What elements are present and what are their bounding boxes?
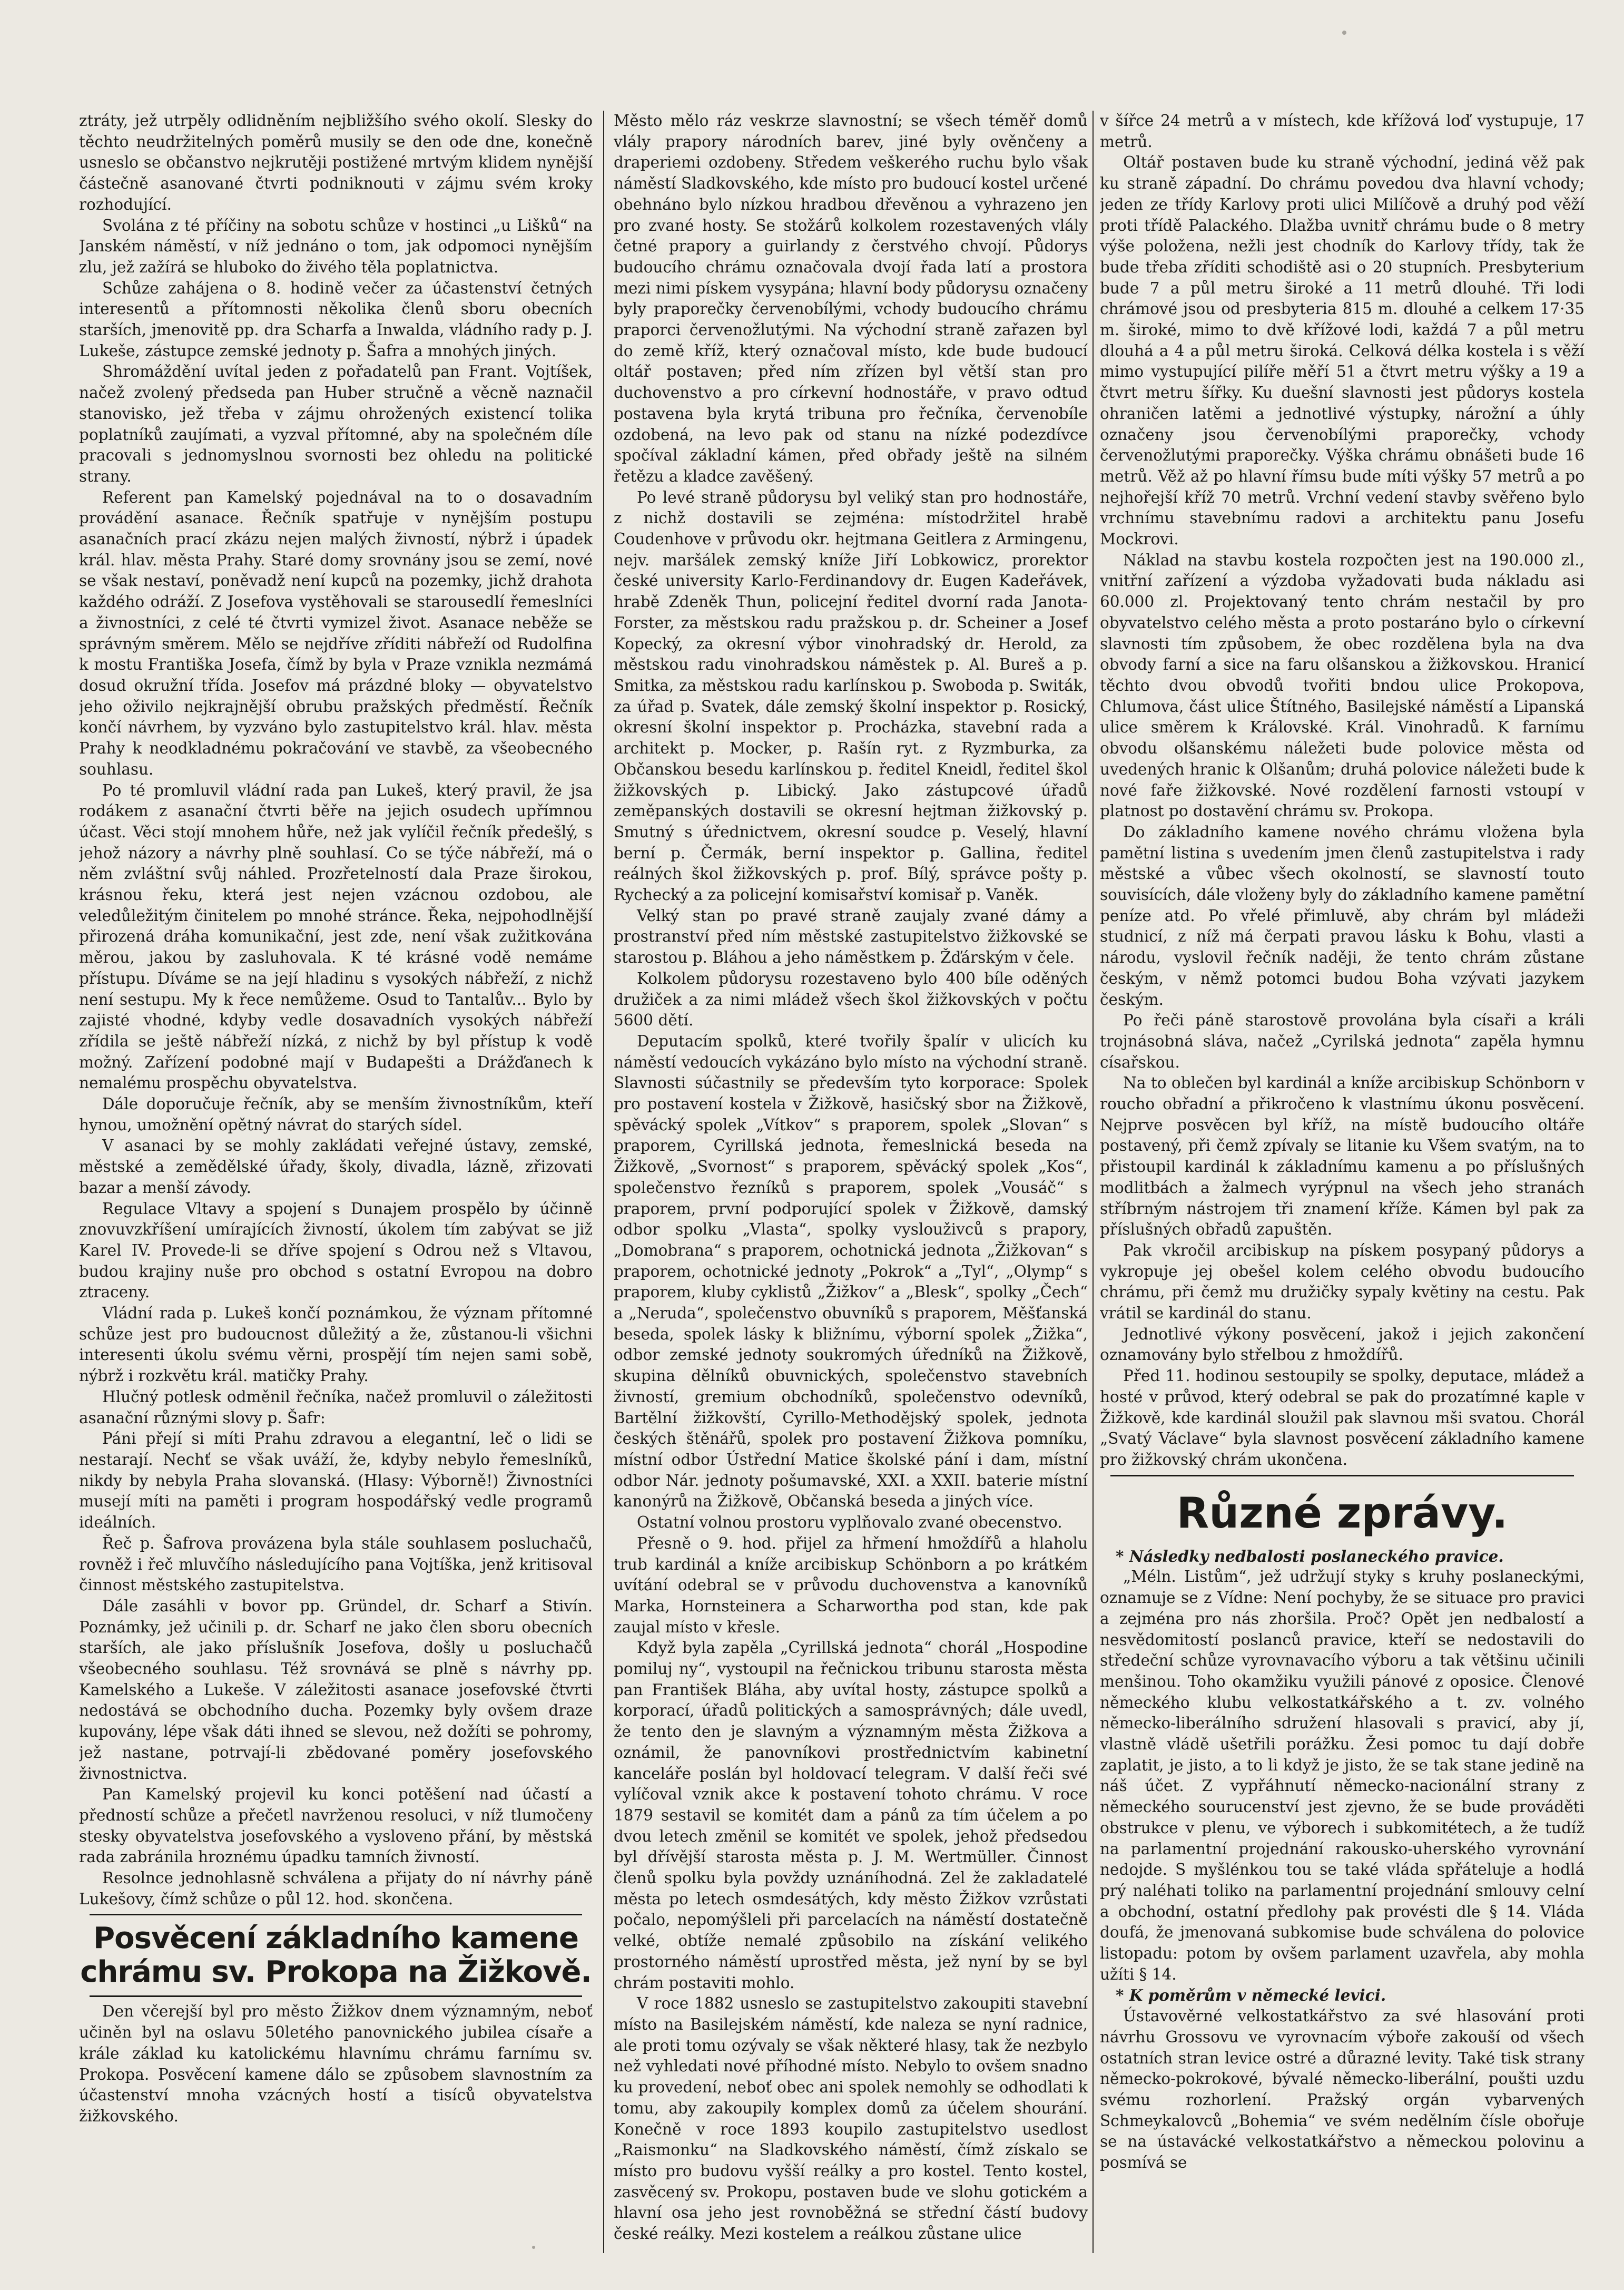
- paragraph: Když byla zapěla „Cyrillská jednota“ chorál „Hospodine pomiluj ny“, vystoupil na řečnickou tribunu starosta města pan František Bláha, aby uvítal hosty, zástupce spolků a korporací, úřadů politických a samosprávných; dále uvedl, že tento den je slavným a významným města Žižkova a oznámil, že panovníkovi prostřednictvím kabinetní kanceláře poslán byl holdovací telegram. V další řeči své vylíčoval vznik akce k postavení tohoto chrámu. V roce 1879 sestavil se komitét dam a pánů za tím účelem a po dvou letech změnil se komitét ve spolek, jehož předsedou byl dřívější starosta města p. J. M. Wertmüller. Činnost členů spolku byla povždy uznáníhodná. Zel že zakladatelé města po letech osmdesátých, kdy město Žižkov vzrůstati počalo, nepomýšleli při parcelacích na náměstí dostatečně velké, obtíže nemalé způsobilo na získání velikého prostorného náměstí uprostřed města, jež nyní by se byl chrám postaviti mohlo.: [614, 1639, 1088, 1992]
- paragraph: V asanaci by se mohly zakládati veřejné ústavy, zemské, městské a zemědělské úřady, školy, divadla, lázně, zřizovati bazar a menší závody.: [79, 1137, 593, 1197]
- paragraph: Ostatní volnou prostoru vyplňovalo zvané obecenstvo.: [637, 1513, 1062, 1532]
- column-right: [1100, 111, 1584, 2258]
- paragraph: Resolnce jednohlasně schválena a přijaty do ní návrhy páně Lukešovy, čímž schůze o půl 12. hod. skončena.: [79, 1869, 593, 1908]
- paragraph: Velký stan po pravé straně zaujaly zvané dámy a prostranství před ním městské zastupitelstvo žižkovské se starostou p. Bláhou a jeho náměstkem p. Žďárským v čele.: [614, 906, 1088, 967]
- paragraph: Regulace Vltavy a spojení s Dunajem prospělo by účinně znovuvzkříšení umírajících živností, úkolem tím zabývat se již Karel IV. Provede-li se dříve spojení s Odrou než s Vltavou, budou krajiny nuše pro obchod s ostatní Evropou na dobro ztraceny.: [79, 1199, 593, 1301]
- subheading: * K poměrům v německé levici.: [1116, 1986, 1386, 2005]
- paragraph: Dále zasáhli v bovor pp. Gründel, dr. Scharf a Stivín. Poznámky, jež učinili p. dr. Scharf ne jako člen sboru obecních starších, ale jako příslušník Josefova, došly u posluchačů všeobecného souhlasu. Též srovnává se plně s návrhy pp. Kamelského a Lukeše. V záležitosti asanace josefovské čtvrti nedostává se obchodního ducha. Pozemky byly ovšem draze kupovány, lépe však dáti ihned se slevou, než dožíti se pohromy, jež nastane, potrvají-li zbědované poměry josefovského živnostnictva.: [79, 1597, 593, 1783]
- column-left: [79, 111, 593, 2258]
- paragraph: Vládní rada p. Lukeš končí poznámkou, že význam přítomné schůze jest pro budoucnost důležitý a že, zůstanou-li všichni interesenti úkolu svému věrni, prospějí tím nejen sami sobě, nýbrž i rozkvětu král. matičky Prahy.: [79, 1304, 593, 1385]
- paragraph: Po té promluvil vládní rada pan Lukeš, který pravil, že jsa rodákem z asanační čtvrti běře na jejich osudech upřímnou účast. Věci stojí mnohem hůře, než jak vylíčil řečník předešlý, s jehož názory a návrhy plně souhlasí. Co se týče nábřeží, má o něm zvláštní svůj náhled. Prozřetelností dala Praze širokou, krásnou řeku, která jest nejen vzácnou ozdobou, ale veledůležitým činitelem po mnohé stránce. Řeka, nejpohodlnější přirozená dráha komunikační, jest zde, není však zužitkována měrou, jakou by zasluhovala. K té krásné vodě nemáme přístupu. Díváme se na její hladinu s vysokých nábřeží, z nichž není sestupu. My k řece nemůžeme. Osud to Tantalův... Bylo by zajisté vhodné, kdyby vedle dosavadních vysokých nábřeží zřídila se ještě nábřeží nízká, z nichž by byl přístup k vodě možný. Zařízení podobné mají v Budapešti a Drážďanech k nemalému prospěchu obyvatelstva.: [79, 781, 593, 1092]
- paragraph: Po řeči páně starostově provolána byla císaři a králi trojnásobná sláva, načež „Cyrilská jednota“ zapěla hymnu císařskou.: [1100, 1011, 1584, 1071]
- paragraph: Svolána z té příčiny na sobotu schůze v hostinci „u Lišků“ na Janském náměstí, v níž jednáno o tom, jak odpomoci nynějším zlu, jež zažírá se hluboko do živého těla poplatnictva.: [79, 216, 593, 276]
- paragraph: Na to oblečen byl kardinál a kníže arcibiskup Schönborn v roucho obřadní a přikročeno k vlastnímu úkonu posvěcení. Nejprve posvěcen byl kříž, na místě budoucího oltáře postavený, při čemž zpívaly se litanie ku Všem svatým, na to přistoupil kardinál k základnímu kamenu a po příslušných modlitbách a žalmech vyrýpnul na všech jeho stranách stříbrným nástrojem tři znamení kříže. Kámen byl pak za příslušných obřadů zapuštěn.: [1100, 1074, 1584, 1239]
- paragraph: Páni přejí si míti Prahu zdravou a elegantní, leč o lidi se nestarají. Nechť se však uváží, že, kdyby nebylo řemeslníků, nikdy by nebyla Praha slovanská. (Hlasy: Výborně!) Živnostníci musejí míti na paměti i program hospodářský vedle programů ideálních.: [79, 1430, 593, 1532]
- paragraph: Před 11. hodinou sestoupily se spolky, deputace, mládež a hosté v průvod, který odebral se pak do prozatímné kaple v Žižkově, kde kardinál sloužil pak slavnou mši svatou. Chorál „Svatý Václave“ byla slavnost posvěcení základního kamene pro žižkovský chrám ukončena.: [1100, 1367, 1584, 1469]
- paragraph: Pan Kamelský projevil ku konci potěšení nad účastí a předností schůze a přečetl navrženou resoluci, v níž tlumočeny stesky obyvatelstva josefovského a vysloveno přání, by městská rada zabránila hroznému úpadku tamních živností.: [79, 1785, 593, 1866]
- paragraph: Řeč p. Šafrova provázena byla stále souhlasem posluchačů, rovněž i řeč mluvčího následujícího pana Vojtíška, jenž kritisoval činnost městského zastupitelstva.: [79, 1534, 593, 1594]
- paragraph: v šířce 24 metrů a v místech, kde křížová loď vystupuje, 17 metrů.: [1100, 112, 1584, 151]
- ink-speck: [1342, 31, 1346, 35]
- paragraph: Ústavověrné velkostatkářstvo za své hlasování proti návrhu Grossovu ve vyrovnacím výboře zakouší od všech ostatních stran levice ostré a důrazné levity. Také tisk strany německo-pokrokové, bývalé německo-liberální, poušti uzdu svému rozhorlení. Pražský orgán vybarvených Schmeykalovců „Bohemia“ ve svém nedělním čísle obořuje se na ústavácké velkostatkářstvo a německou polovinu a posmívá se: [1100, 2007, 1584, 2172]
- paragraph: Oltář postaven bude ku straně východní, jediná věž pak ku straně západní. Do chrámu povedou dva hlavní vchody; jeden ze třídy Karlovy proti ulici Milíčově a druhý pod věží proti třídě Palackého. Dlažba uvnitř chrámu bude o 8 metry výše položena, nežli jest chodník do Karlovy třídy, tak že bude třeba zříditi schodiště asi o 20 stupních. Presbyterium bude 7 a půl metru široké a 11 metrů dlouhé. Tři lodi chrámové jsou od presbyteria 815 m. dlouhé a celkem 17·35 m. široké, mimo to dvě křížové lodi, každá 7 a půl metru dlouhá a 4 a půl metru široká. Celková délka kostela i s věží mimo vystupující pilíře měří 51 a čtvrt metru výšky a 19 a čtvrt metru šířky. Ku duešní slavnosti jest půdorys kostela ohraničen latěmi a jednotlivé výstupky, nárožní a úhly označeny jsou červenobílými praporečky, vchody červenožlutými praporečky. Výška chrámu obnášeti bude 16 metrů. Věž až po hlavní římsu bude míti výšky 57 metrů a po nejhořejší kříž 70 metrů. Vrchní vedení stavby svěřeno bylo vrchnímu stavebnímu radovi a architektu panu Josefu Mockrovi.: [1100, 153, 1584, 549]
- paragraph: V roce 1882 usneslo se zastupitelstvo zakoupiti stavební místo na Basilejském náměstí, kde naleza se nyní radnice, ale proti tomu ozývaly se však některé hlasy, tak že nezbylo než vyhledati nové příhodné místo. Nebylo to ovšem snadno ku provedení, neboť obec ani spolek nemohly se odhodlati k tomu, aby zakoupily komplex domů za účelem shourání. Konečně v roce 1893 koupilo zastupitelstvo usedlost „Raismonku“ na Sladkovského náměstí, čímž získalo se místo pro budovu vyšší reálky a pro kostel. Tento kostel, zasvěcený sv. Prokopu, postaven bude ve slohu gotickém a hlavní osa jeho jest rovnoběžná se střední částí budovy české reálky. Mezi kostelem a reálkou zůstane ulice: [614, 1994, 1088, 2243]
- subheading: * Následky nedbalosti poslaneckého pravice.: [1116, 1547, 1504, 1565]
- paragraph: Město mělo ráz veskrze slavnostní; se všech téměř domů vlály prapory národních barev, jiné byly ověnčeny a draperiemi ozdobeny. Středem veškerého ruchu bylo však náměstí Sladkovského, kde místo pro budoucí kostel určené obehnáno bylo nízkou hradbou dřevěnou a vyhrazeno jen pro zvané hosty. Se stožárů kolkolem rozestavených vlály četné prapory a guirlandy z čerstvého chvojí. Půdorys budoucího chrámu označovala dvojí řada latí a prostora mezi nimi pískem vysypána; hlavní body půdorysu označeny byly praporečky červenobílými, vchody budoucího chrámu praporci červenožlutými. Na východní straně zařazen byl do země kříž, který označoval místo, kde bude budoucí oltář postaven; před ním zřízen byl větší stan pro duchovenstvo a pro církevní hodnostáře, v pravo odtud postavena byla krytá tribuna pro řečníka, červenobíle ozdobená, na levo pak od stanu na nízké podezdívce spočíval základní kámen, před obřady ještě na silném řetězu a kladce zavěšený.: [614, 112, 1088, 485]
- paragraph: Deputacím spolků, které tvořily špalír v ulicích ku náměstí vedoucích vykázáno bylo místo na východní straně. Slavnosti súčastnily se především tyto korporace: Spolek pro postavení kostela v Žižkově, hasičský sbor na Žižkově, spěvácký spolek „Vítkov“ s praporem, spolek „Slovan“ s praporem, Cyrillská jednota, řemeslnická beseda na Žižkově, „Svornost“ s praporem, spěvácký spolek „Kos“, společenstvo řezníků s praporem, spolek „Vousáč“ s praporem, první podporující spolek v Žižkově, damský odbor spolku „Vlasta“, spolky vyslouživců s prapory, „Domobrana“ s praporem, ochotnická jednota „Žižkovan“ s praporem, ochotnické jednoty „Pokrok“ a „Tyl“, „Olymp“ s praporem, kluby cyklistů „Žižkov“ a „Blesk“, spolky „Čech“ a „Neruda“, společenstvo obuvníků s praporem, Měšťanská beseda, spolek lásky k bližnímu, výborní spolek „Žižka“, odbor zemské jednoty soukromých úředníků na Žižkově, skupina dělníků obuvnických, společenstvo stavebních živností, gremium obchodníků, společenstvo odevníků, Bartělní žižkovští, Cyrillo-Methodějský spolek, jednota českých štěnářů, spolek pro postavení Žižkova pomníku, místní odbor Ústřední Matice školské pání i dam, místní odbor Nár. jednoty pošumavské, XXI. a XXII. baterie místní kanonýrů na Žižkově, Občanská beseda a jiných více.: [614, 1032, 1088, 1511]
- section-headline: Různé zprávy.: [1176, 1488, 1508, 1538]
- paragraph: ztráty, jež utrpěly odlidněním nejbližšího svého okolí. Slesky do těchto neudržitelných poměrů musily se den ode dne, konečně usneslo se občanstvo nejkrutěji postižené mrtvým klidem nynější částečně asanované čtvrti podniknouti v zájmu svém kroky rozhodující.: [79, 112, 593, 213]
- paragraph: Pak vkročil arcibiskup na pískem posypaný půdorys a vykropuje jej obešel kolem celého obvodu budoucího chrámu, při čemž mu družičky sypaly květiny na cestu. Pak vrátil se kardinál do stanu.: [1100, 1241, 1584, 1323]
- paragraph: Schůze zahájena o 8. hodině večer za účastenství četných interesentů a přítomnosti několika členů sboru obecních starších, jmenovitě pp. dra Scharfa a Inwalda, vládního rady p. J. Lukeše, zástupce zemské jednoty p. Šafra a mnohých jiných.: [79, 279, 593, 360]
- paragraph: Den včerejší byl pro město Žižkov dnem významným, neboť učiněn byl na oslavu 50letého panovnického jubilea císaře a krále základ ku katolickému hlavnímu chrámu farnímu sv. Prokopa. Posvěcení kamene dálo se způsobem slavnostním za účastenství mnoha vzácných hostí a tisíců obyvatelstva žižkovského.: [79, 2002, 593, 2125]
- paragraph: Shromáždění uvítal jeden z pořadatelů pan Frant. Vojtíšek, načež zvolený předseda pan Huber stručně a věcně naznačil stanovisko, jež třeba v zájmu ohrožených existencí tolika poplatníků zaujímati, a vyzval přítomné, aby na společném díle pracovali s jednomyslnou svornosti bez ohledu na politické strany.: [79, 363, 593, 485]
- ink-speck: [532, 2246, 535, 2249]
- paragraph: Hlučný potlesk odměnil řečníka, načež promluvil o záležitosti asanační různými slovy p. Šafr:: [79, 1387, 593, 1427]
- paragraph: Jednotlivé výkony posvěcení, jakož i jejich zakončení oznamovány bylo střelbou z hmoždířů.: [1100, 1325, 1584, 1364]
- paragraph: „Méln. Listům“, jež udržují styky s kruhy poslaneckými, oznamuje se z Vídne: Není pochyby, že se situace pro pravici a zejména pro nás zhoršila. Proč? Opět jen nedbalostí a nesvědomitostí poslanců pravice, kteří se nedostavili do středeční schůze vyrovnavacího výboru a tak většinu učinili menšinou. Toho okamžiku využili pánové z oposice. Členové německého klubu velkostatkářského a t. zv. volného německo-liberálního sdružení hlasovali s pravicí, aby jí, vlastně vládě ušetřili porážku. Žesi pomoc tu dají dobře zaplatit, je jisto, a to li když je jisto, že se tak stane jedině na náš účet. Z vypřáhnutí německo-nacionální strany z německého sourucenství jest zjevno, že se bude prováděti obstrukce v plenu, ve výborech i subkomitétech, a že tudíž na parlamentní projednání rakousko-uherského vyrovnání nedojde. S myšlénkou tou se také vláda spřáteluje a hodlá prý naléhati toliko na parlamentní projednání smlouvy celní a obchodní, ostatní předlohy pak provésti dle § 14. Vláda doufá, že jmenovaná subkomise bude schválena do polovice listopadu: potom by ovšem parlament uzavřela, aby mohla užíti § 14.: [1100, 1568, 1584, 1983]
- paragraph: Po levé straně půdorysu byl veliký stan pro hodnostáře, z nichž dostavili se zejména: místodržitel hrabě Coudenhove v průvodu okr. hejtmana Geitlera z Armingenu, nejv. maršálek zemský kníže Jiří Lobkowicz, prorektor české university Karlo-Ferdinandovy dr. Eugen Kadeřávek, hrabě Zdeněk Thun, policejní ředitel dvorní rada Janota-Forster, za městskou radu pražskou p. dr. Scheiner a Josef Kopecký, za okresní výbor vinohradský dr. Herold, za městskou radu vinohradskou náměstek p. Al. Bureš a p. Smitka, za městskou radu karlínskou p. Swoboda p. Switák, za úřad p. Svatek, dále zemský školní inspektor p. Rosický, okresní školní inspektor p. Procházka, stavební rada a architekt p. Mocker, p. Rašín ryt. z Ryzmburka, za Občanskou besedu karlínskou p. ředitel Kneidl, ředitel škol žižkovských p. Libický. Jako zástupcové úřadů zeměpanských dostavili se okresní hejtman žižkovský p. Smutný s úřednictvem, okresní soudce p. Veselý, hlavní berní p. Čermák, berní inspektor p. Gallina, ředitel reálných škol žižkovských p. prof. Bílý, správce pošty p. Rychecký a za policejní komisařství komisař p. Vaněk.: [614, 488, 1088, 904]
- column-rule: [603, 111, 604, 2253]
- paragraph: Dále doporučuje řečník, aby se menším živnostníkům, kteří hynou, umožnění opětný návrat do starých sídel.: [79, 1095, 593, 1134]
- paragraph: Kolkolem půdorysu rozestaveno bylo 400 bíle oděných družiček a za nimi mládež všech škol žižkovských v počtu 5600 dětí.: [614, 969, 1088, 1030]
- section-divider: [90, 1995, 582, 1997]
- paragraph: Do základního kamene nového chrámu vložena byla pamětní listina s uvedením jmen členů zastupitelstva i rady městské a vůbec všech okolností, se slavností touto souvisících, dále vloženy byly do základního kamene pamětní peníze atd. Po vřelé přimluvě, aby chrám byl mládeži studnicí, z níž má čerpati pravou lásku k Bohu, vlasti a národu, vyslovil řečník naději, že tento chrám zůstane českým, v němž potomci budou Boha vzývati jazykem českým.: [1100, 823, 1584, 1009]
- column-rule: [1092, 111, 1094, 2253]
- column-middle: [614, 111, 1088, 2258]
- paragraph: Náklad na stavbu kostela rozpočten jest na 190.000 zl., vnitřní zařízení a výzdoba vyžadovati buda nákladu asi 60.000 zl. Projektovaný tento chrám nestačil by pro obyvatelstvo celého města a proto postaráno bylo o církevní slavnosti tím způsobem, že obec rozdělena byla na dva obvody farní a sice na faru olšanskou a žižkovskou. Hranicí těchto dvou obvodů tvořiti bndou ulice Prokopova, Chlumova, část ulice Štítného, Basilejské náměstí a Lipanská ulice směrem k Královské. Král. Vinohradů. K farnímu obvodu olšanskému náležeti bude polovice města od uvedených hranic k Olšanům; druhá polovice náležeti bude k nové faře žižkovské. Nové rozdělení farnosti vstoupí v platnost po dostavění chrámu sv. Prokopa.: [1100, 551, 1584, 820]
- article-headline: Posvěcení základního kamene chrámu sv. Prokopa na Žižkově.: [80, 1921, 592, 1990]
- section-divider: [90, 1914, 582, 1915]
- section-divider: [1110, 1475, 1574, 1476]
- paragraph: Přesně o 9. hod. přijel za hřmení hmoždířů a hlaholu trub kardinál a kníže arcibiskup Schönborn a po krátkém uvítání odebral se v průvodu duchovenstva a kanovníků Marka, Hornsteinera a Scharwortha pod stan, kde pak zaujal místo v křesle.: [614, 1534, 1088, 1636]
- paragraph: Referent pan Kamelský pojednával na to o dosavadním provádění asanace. Řečník spatřuje v nynějším postupu asanačních prací zkázu nejen malých živností, nýbrž i úpadek král. hlav. města Prahy. Staré domy srovnány jsou se zemí, nové se však nestaví, poněvadž není kupců na pozemky, jichž drahota každého odráží. Z Josefova vystěhovali se starousedlí řemeslníci a živnostníci, z celé té čtvrti vymizel život. Asanace neběže se správným směrem. Mělo se nejdříve zříditi nábřeží od Rudolfina k mostu Františka Josefa, čímž by byla v Praze vznikla nezmámá dosud okružní třída. Josefov má prázdné bloky — obyvatelstvo jeho oživilo nejkrajnější obrubu pražských předměstí. Řečník končí návrhem, by vyzváno bylo zastupitelstvo král. hlav. města Prahy k neodkladnému pokračování ve stavbě, za všeobecného souhlasu.: [79, 488, 593, 778]
